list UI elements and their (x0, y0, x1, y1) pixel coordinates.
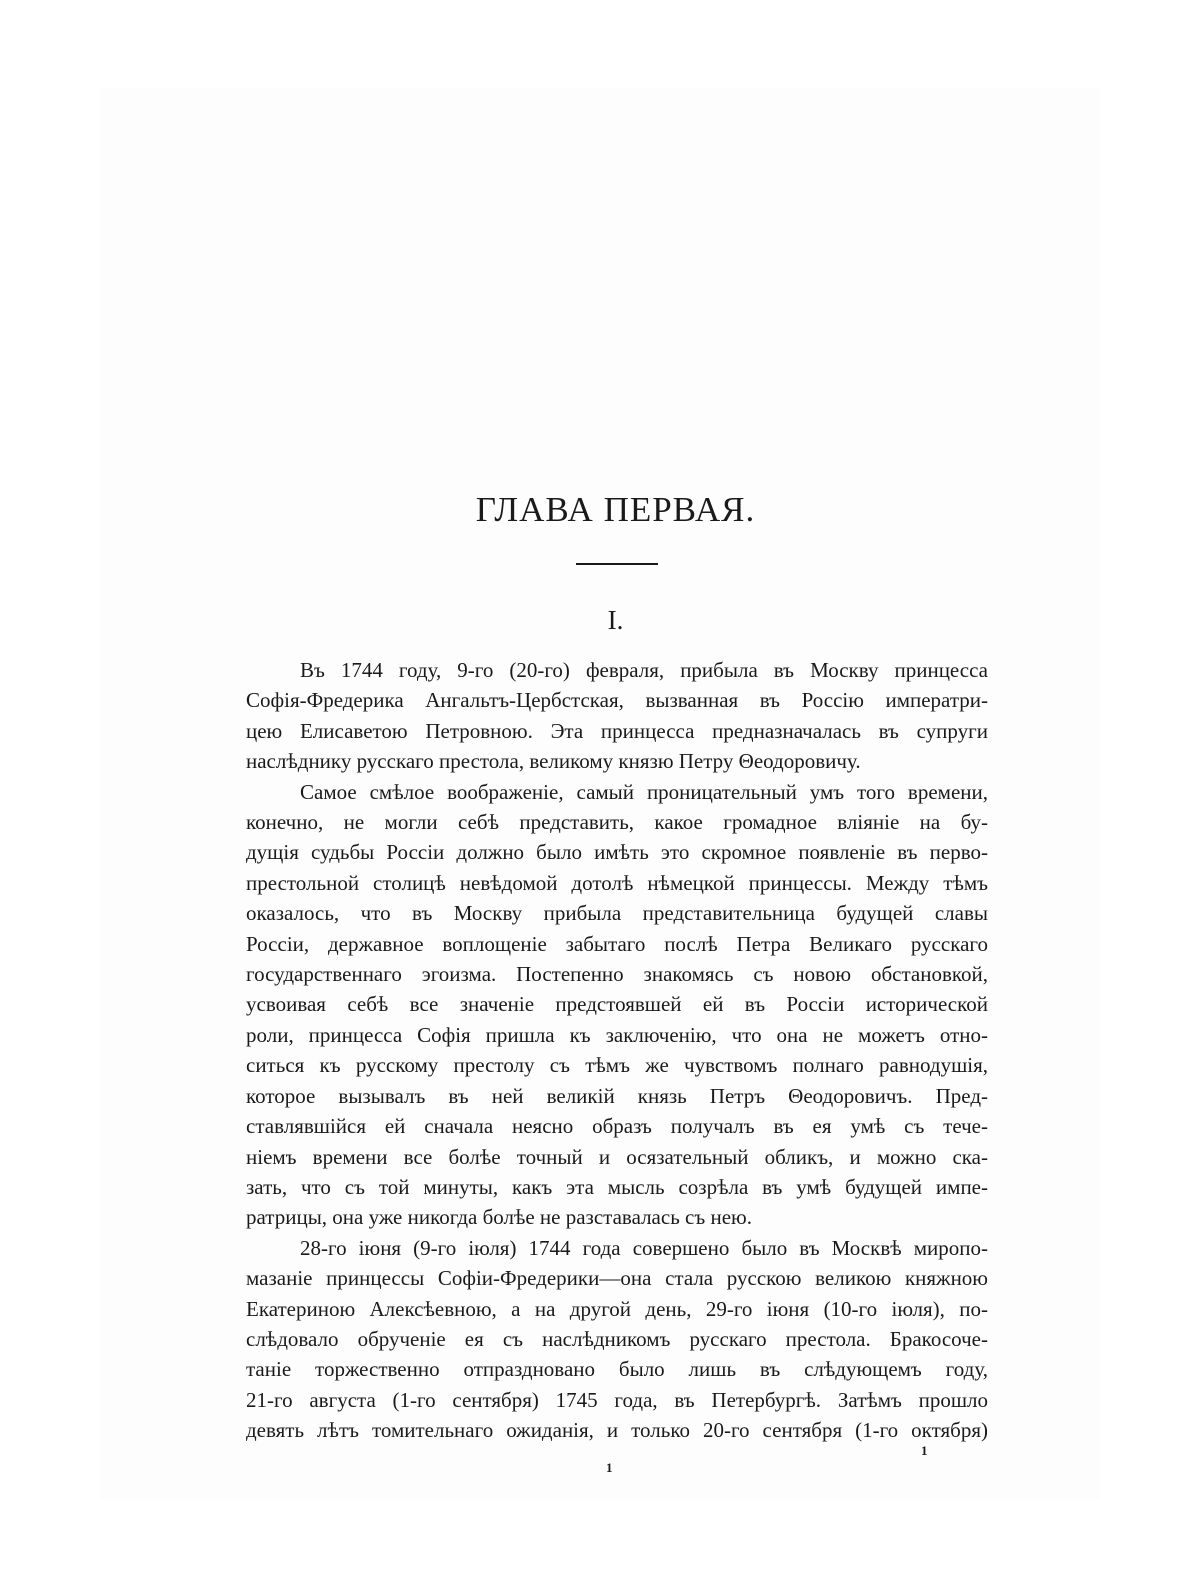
page-number: 1 (606, 1460, 613, 1475)
text-line: которое вызывалъ въ ней великій князь Петръ Θеодоровичъ. Пред- (246, 1083, 988, 1108)
text-line: усвоивая себѣ все значеніе предстоявшей ей въ Россіи исторической (246, 992, 988, 1017)
section-number: I. (607, 605, 624, 635)
text-line: мазаніе принцессы Софіи-Фредерики—она стала русскою великою княжною (246, 1266, 988, 1291)
text-line: дущія судьбы Россіи должно было имѣть это скромное появленіе въ перво- (246, 840, 988, 865)
text-line: Въ 1744 году, 9-го (20-го) февраля, прибыла въ Москву принцесса (300, 658, 988, 682)
text-line: 28-го іюня (9-го іюля) 1744 года совершено было въ Москвѣ миропо- (300, 1235, 988, 1260)
chapter-title: ГЛАВА ПЕРВАЯ. (475, 490, 756, 529)
title-rule (576, 563, 658, 565)
text-line: оказалось, что въ Москву прибыла представительница будущей славы (246, 901, 988, 926)
paragraph-3 (246, 1233, 988, 1446)
paragraph-2 (246, 777, 988, 1233)
text-line: цею Елисаветою Петровною. Эта принцесса предназначалась въ супруги (246, 718, 988, 743)
text-line: девять лѣтъ томительнаго ожиданія, и только 20-го сентября (1-го октября) (246, 1418, 988, 1443)
text-line: 21-го августа (1-го сентября) 1745 года, въ Петербургѣ. Затѣмъ прошло (246, 1387, 988, 1412)
text-line: ніемъ времени все болѣе точный и осязательный обликъ, и можно ска- (246, 1144, 988, 1169)
text-line: Софія-Фредерика Ангальтъ-Цербстская, вызванная въ Россію императри- (246, 688, 988, 713)
text-line: наслѣднику русскаго престола, великому князю Петру Θеодоровичу. (246, 749, 861, 774)
text-line: конечно, не могли себѣ представить, какое громадное вліяніе на бу- (246, 810, 988, 835)
text-line: слѣдовало обрученіе ея съ наслѣдникомъ русскаго престола. Бракосоче- (246, 1326, 988, 1351)
text-line: Самое смѣлое воображеніе, самый проницательный умъ того времени, (300, 779, 988, 804)
text-line: ратрицы, она уже никогда болѣе не разставалась съ нею. (246, 1205, 752, 1230)
text-line: зать, что съ той минуты, какъ эта мысль созрѣла въ умѣ будущей импе- (246, 1174, 988, 1199)
signature-mark: 1 (921, 1443, 928, 1458)
body-text (246, 655, 988, 1446)
text-line: роли, принцесса Софія пришла къ заключенію, что она не можетъ отно- (246, 1022, 988, 1047)
text-line: государственнаго эгоизма. Постепенно знакомясь съ новою обстановкой, (246, 962, 988, 987)
text-line: таніе торжественно отпраздновано было лишь въ слѣдующемъ году, (246, 1357, 988, 1382)
paragraph-1 (246, 655, 988, 777)
text-line: Россіи, державное воплощеніе забытаго послѣ Петра Великаго русскаго (246, 931, 988, 956)
text-line: ставлявшійся ей сначала неясно образъ получалъ въ ея умѣ съ тече- (246, 1114, 988, 1139)
text-line: Екатериною Алексѣевною, а на другой день, 29-го іюня (10-го іюля), по- (246, 1296, 988, 1321)
text-line: престольной столицѣ невѣдомой дотолѣ нѣмецкой принцессы. Между тѣмъ (246, 870, 988, 895)
text-line: ситься къ русскому престолу съ тѣмъ же чувствомъ полнаго равнодушія, (246, 1053, 988, 1078)
